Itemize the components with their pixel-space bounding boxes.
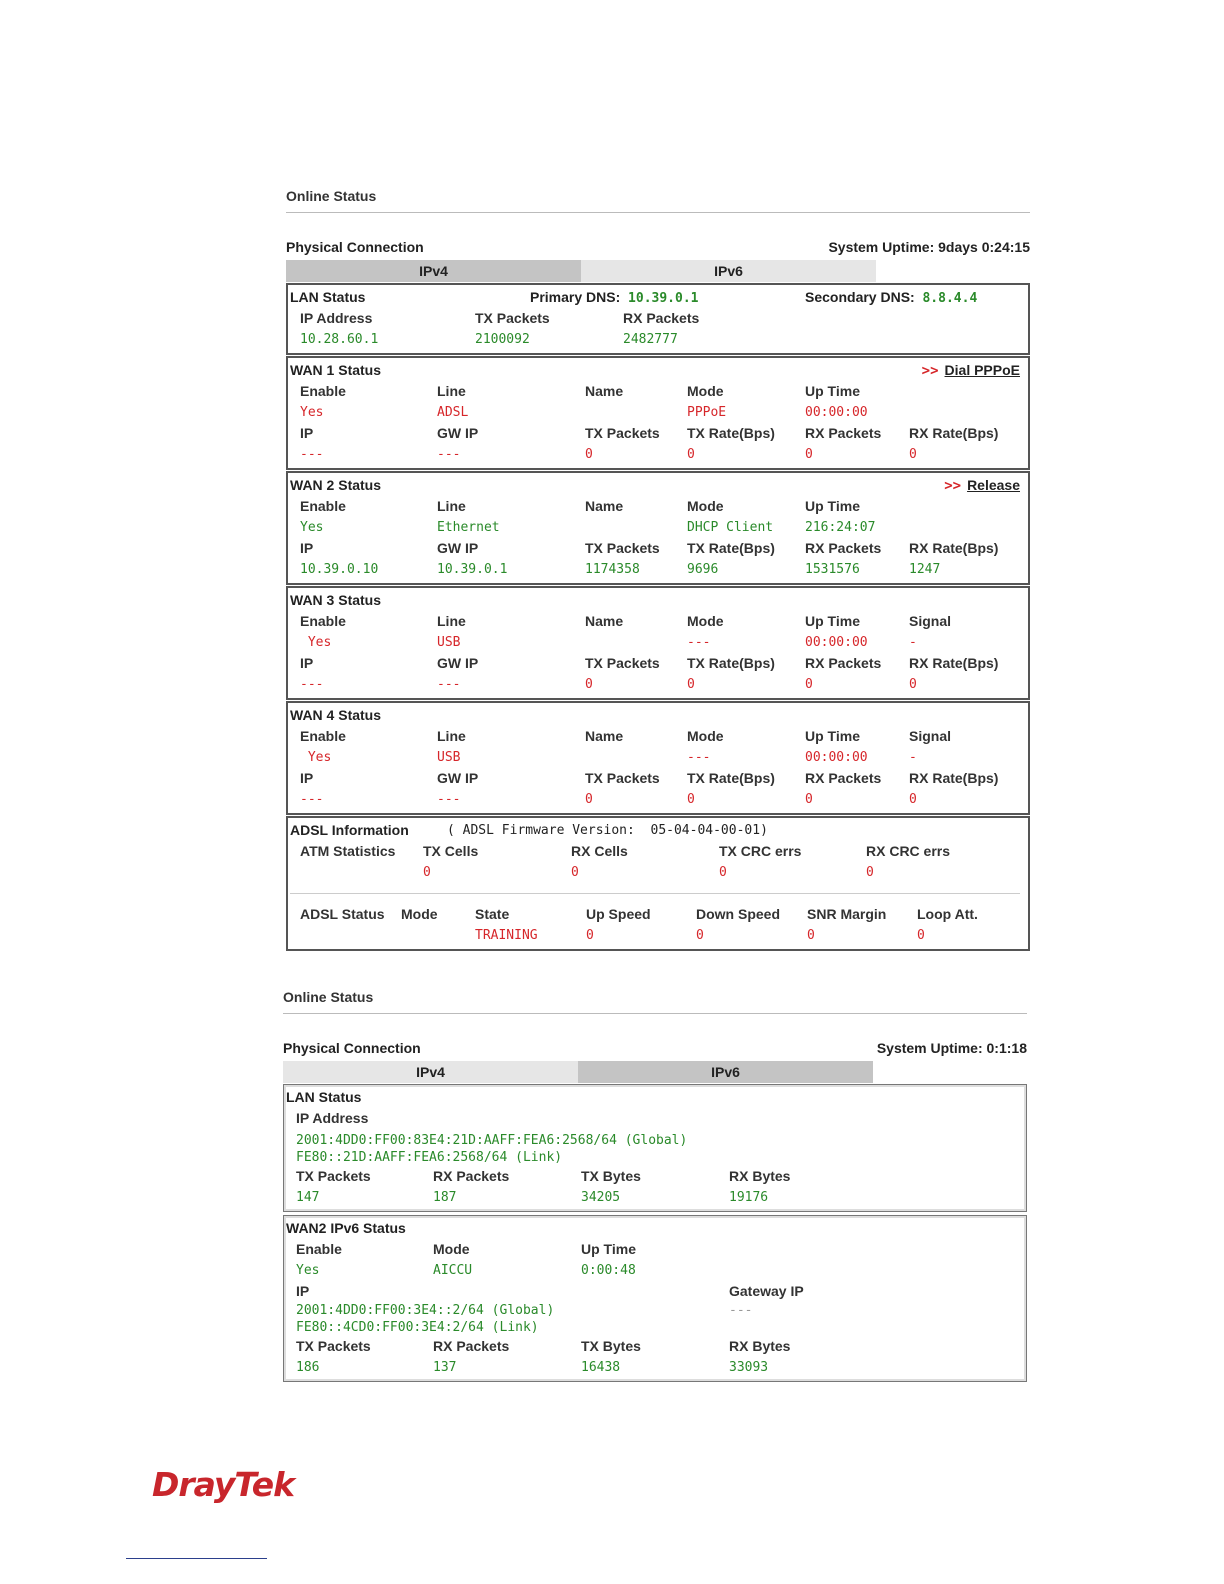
cell-value bbox=[909, 402, 1028, 423]
cell-value bbox=[300, 862, 423, 883]
ip-label: IP bbox=[296, 1283, 310, 1299]
col-header: Up Time bbox=[805, 613, 860, 629]
cell-value: 0 bbox=[687, 447, 695, 462]
lan-ip-link: FE80::21D:AAFF:FEA6:2568/64 (Link) bbox=[296, 1150, 563, 1165]
col-header: Mode bbox=[687, 498, 724, 514]
col-header: Name bbox=[585, 383, 624, 399]
wan2-ip-link: FE80::4CD0:FF00:3E4:2/64 (Link) bbox=[296, 1320, 539, 1335]
tab-ipv4[interactable]: IPv4 bbox=[286, 260, 581, 282]
col-header: RX Rate(Bps) bbox=[909, 655, 999, 671]
col-header: Up Time bbox=[581, 1241, 636, 1257]
cell-value: ADSL bbox=[437, 405, 469, 420]
col-header: Name bbox=[585, 728, 624, 744]
tab-ipv6[interactable]: IPv6 bbox=[578, 1061, 873, 1083]
cell-value bbox=[585, 517, 687, 538]
col-header: IP bbox=[300, 425, 314, 441]
physical-connection-label: Physical Connection bbox=[283, 1040, 421, 1056]
release-link[interactable]: Release bbox=[967, 477, 1020, 493]
ip-version-tabs bbox=[286, 260, 1030, 282]
cell-value: 0 bbox=[719, 865, 727, 880]
cell-value: Yes bbox=[300, 520, 324, 535]
adsl-information-box bbox=[286, 816, 1030, 951]
col-header: RX Packets bbox=[623, 310, 700, 326]
cell-value: 9696 bbox=[687, 562, 719, 577]
col-header: GW IP bbox=[437, 770, 479, 786]
wan4-status-title: WAN 4 Status bbox=[290, 707, 382, 723]
col-header: Up Time bbox=[805, 383, 860, 399]
col-header: Line bbox=[437, 498, 466, 514]
cell-value: 0 bbox=[909, 447, 917, 462]
arrow-icon: >> bbox=[921, 363, 939, 379]
col-header: RX Packets bbox=[805, 425, 882, 441]
col-header: RX Rate(Bps) bbox=[909, 425, 999, 441]
col-header: Down Speed bbox=[696, 906, 781, 922]
col-header: Enable bbox=[300, 498, 346, 514]
cell-value: --- bbox=[437, 447, 461, 462]
cell-value: 216:24:07 bbox=[805, 520, 876, 535]
cell-value: --- bbox=[687, 750, 711, 765]
col-header: RX Packets bbox=[433, 1338, 510, 1354]
lan-ipv6-status-box bbox=[283, 1084, 1027, 1212]
cell-value: Yes bbox=[300, 635, 332, 650]
footer-rule bbox=[126, 1558, 267, 1559]
cell-value: 0 bbox=[571, 865, 579, 880]
wan1-status-title: WAN 1 Status bbox=[290, 362, 382, 378]
cell-value: 0 bbox=[687, 677, 695, 692]
system-uptime: System Uptime: 9days 0:24:15 bbox=[828, 239, 1030, 255]
col-header: RX CRC errs bbox=[866, 843, 951, 859]
col-header bbox=[909, 381, 1028, 402]
primary-dns-value: 10.39.0.1 bbox=[628, 291, 699, 306]
cell-value: --- bbox=[437, 792, 461, 807]
col-header: Name bbox=[585, 498, 624, 514]
col-header: IP bbox=[300, 770, 314, 786]
gateway-ip-label: Gateway IP bbox=[729, 1283, 804, 1299]
cell-value: 1247 bbox=[909, 562, 941, 577]
cell-value: 0 bbox=[807, 928, 815, 943]
cell-value: 186 bbox=[296, 1360, 320, 1375]
col-header: TX Bytes bbox=[581, 1338, 641, 1354]
col-header: ATM Statistics bbox=[300, 843, 396, 859]
adsl-divider bbox=[290, 893, 1020, 894]
cell-value: Yes bbox=[300, 750, 332, 765]
col-header: RX Rate(Bps) bbox=[909, 770, 999, 786]
cell-value: 0 bbox=[423, 865, 431, 880]
col-header: Enable bbox=[296, 1241, 342, 1257]
col-header: TX Packets bbox=[296, 1338, 371, 1354]
cell-value: 0 bbox=[805, 792, 813, 807]
wan4-status-box bbox=[286, 701, 1030, 815]
col-header: Up Time bbox=[805, 728, 860, 744]
col-header: RX Packets bbox=[805, 540, 882, 556]
col-header: TX CRC errs bbox=[719, 843, 802, 859]
cell-value: USB bbox=[437, 750, 461, 765]
col-header: IP Address bbox=[300, 310, 373, 326]
cell-value: 33093 bbox=[729, 1360, 769, 1375]
cell-value bbox=[585, 747, 687, 768]
cell-value: 0 bbox=[696, 928, 704, 943]
cell-value: PPPoE bbox=[687, 405, 727, 420]
dial-pppoe-link[interactable]: Dial PPPoE bbox=[944, 362, 1020, 378]
ip-address-label: IP Address bbox=[296, 1110, 369, 1126]
cell-value: --- bbox=[300, 677, 324, 692]
cell-value: 0:00:48 bbox=[581, 1263, 636, 1278]
ip-version-tabs bbox=[283, 1061, 1027, 1083]
lan-ip-global: 2001:4DD0:FF00:83E4:21D:AAFF:FEA6:2568/64 (Global) bbox=[296, 1133, 688, 1148]
lan-status-title: LAN Status bbox=[290, 289, 366, 305]
col-header: Mode bbox=[687, 728, 724, 744]
draytek-logo: DrayTek bbox=[152, 1465, 295, 1504]
cell-value bbox=[401, 925, 475, 946]
cell-value: 34205 bbox=[581, 1190, 621, 1205]
col-header: TX Packets bbox=[585, 425, 660, 441]
col-header: Mode bbox=[433, 1241, 470, 1257]
adsl-information-title: ADSL Information bbox=[290, 822, 409, 838]
tab-ipv6[interactable]: IPv6 bbox=[581, 260, 876, 282]
cell-value: 10.39.0.10 bbox=[300, 562, 379, 577]
cell-value bbox=[300, 925, 401, 946]
col-header: RX Cells bbox=[571, 843, 628, 859]
col-header: SNR Margin bbox=[807, 906, 887, 922]
col-header: Name bbox=[585, 613, 624, 629]
col-header: Signal bbox=[909, 613, 952, 629]
arrow-icon: >> bbox=[944, 478, 962, 494]
col-header: TX Packets bbox=[475, 310, 550, 326]
col-header: TX Rate(Bps) bbox=[687, 770, 775, 786]
cell-value: 0 bbox=[917, 928, 925, 943]
cell-value bbox=[585, 402, 687, 423]
col-header: TX Rate(Bps) bbox=[687, 425, 775, 441]
primary-dns-label: Primary DNS: bbox=[530, 289, 621, 305]
cell-value: 0 bbox=[805, 677, 813, 692]
col-header: Mode bbox=[687, 383, 724, 399]
physical-connection-header bbox=[283, 1040, 1027, 1058]
system-uptime: System Uptime: 0:1:18 bbox=[876, 1040, 1027, 1056]
col-header: Loop Att. bbox=[917, 906, 978, 922]
cell-value: Ethernet bbox=[437, 520, 500, 535]
cell-value: 0 bbox=[586, 928, 594, 943]
cell-value: Yes bbox=[296, 1263, 320, 1278]
cell-value: --- bbox=[300, 792, 324, 807]
wan2-ip-global: 2001:4DD0:FF00:3E4::2/64 (Global) bbox=[296, 1303, 555, 1318]
col-header: Enable bbox=[300, 728, 346, 744]
adsl-firmware-version: ( ADSL Firmware Version: 05-04-04-00-01) bbox=[447, 823, 768, 838]
cell-value: USB bbox=[437, 635, 461, 650]
col-header: GW IP bbox=[437, 655, 479, 671]
col-header: Line bbox=[437, 728, 466, 744]
cell-value: 0 bbox=[805, 447, 813, 462]
col-header: IP bbox=[300, 540, 314, 556]
cell-value: - bbox=[909, 750, 917, 765]
cell-value bbox=[585, 632, 687, 653]
physical-connection-header bbox=[286, 239, 1030, 257]
col-header: TX Packets bbox=[585, 655, 660, 671]
col-header: RX Rate(Bps) bbox=[909, 540, 999, 556]
cell-value: DHCP Client bbox=[687, 520, 774, 535]
lan-status-box bbox=[286, 283, 1030, 355]
cell-value: 0 bbox=[909, 677, 917, 692]
cell-value: Yes bbox=[300, 405, 324, 420]
title-divider bbox=[286, 212, 1030, 213]
cell-value: 10.39.0.1 bbox=[437, 562, 508, 577]
lan-rx-packets-value: 2482777 bbox=[623, 332, 678, 347]
col-header: RX Packets bbox=[805, 770, 882, 786]
physical-connection-label: Physical Connection bbox=[286, 239, 424, 255]
col-header: IP bbox=[300, 655, 314, 671]
wan3-status-title: WAN 3 Status bbox=[290, 592, 382, 608]
cell-value: 16438 bbox=[581, 1360, 621, 1375]
cell-value: TRAINING bbox=[475, 928, 538, 943]
col-header: RX Packets bbox=[433, 1168, 510, 1184]
gateway-ip-value: --- bbox=[729, 1303, 753, 1318]
lan-status-title: LAN Status bbox=[286, 1089, 362, 1105]
cell-value: 00:00:00 bbox=[805, 405, 868, 420]
cell-value: 187 bbox=[433, 1190, 457, 1205]
lan-ip-value: 10.28.60.1 bbox=[300, 332, 379, 347]
cell-value: 147 bbox=[296, 1190, 320, 1205]
lan-tx-packets-value: 2100092 bbox=[475, 332, 530, 347]
cell-value: 1531576 bbox=[805, 562, 860, 577]
cell-value: 00:00:00 bbox=[805, 635, 868, 650]
col-header: GW IP bbox=[437, 540, 479, 556]
online-status-ipv6-panel bbox=[283, 989, 1027, 1382]
col-header: RX Bytes bbox=[729, 1338, 791, 1354]
page-title: Online Status bbox=[286, 188, 377, 204]
col-header: Enable bbox=[300, 383, 346, 399]
cell-value: 137 bbox=[433, 1360, 457, 1375]
col-header: Signal bbox=[909, 728, 952, 744]
col-header: Line bbox=[437, 613, 466, 629]
wan2-status-box bbox=[286, 471, 1030, 585]
col-header: Up Speed bbox=[586, 906, 651, 922]
cell-value: --- bbox=[687, 635, 711, 650]
cell-value: 0 bbox=[866, 865, 874, 880]
title-divider bbox=[283, 1013, 1027, 1014]
secondary-dns-value: 8.8.4.4 bbox=[922, 291, 978, 306]
wan2-ipv6-status-title: WAN2 IPv6 Status bbox=[286, 1220, 406, 1236]
col-header: Mode bbox=[401, 906, 438, 922]
col-header: State bbox=[475, 906, 510, 922]
col-header: RX Bytes bbox=[729, 1168, 791, 1184]
col-header: TX Rate(Bps) bbox=[687, 655, 775, 671]
cell-value: --- bbox=[300, 447, 324, 462]
cell-value: - bbox=[909, 635, 917, 650]
page-title: Online Status bbox=[283, 989, 374, 1005]
col-header: TX Cells bbox=[423, 843, 479, 859]
col-header: TX Packets bbox=[585, 540, 660, 556]
online-status-ipv4-panel bbox=[286, 188, 1030, 951]
wan3-status-box bbox=[286, 586, 1030, 700]
col-header: Up Time bbox=[805, 498, 860, 514]
col-header: Mode bbox=[687, 613, 724, 629]
cell-value: 19176 bbox=[729, 1190, 769, 1205]
col-header: TX Packets bbox=[296, 1168, 371, 1184]
wan2-status-title: WAN 2 Status bbox=[290, 477, 382, 493]
col-header bbox=[909, 496, 1028, 517]
col-header: TX Packets bbox=[585, 770, 660, 786]
col-header: Line bbox=[437, 383, 466, 399]
col-header: TX Bytes bbox=[581, 1168, 641, 1184]
cell-value: 0 bbox=[687, 792, 695, 807]
cell-value: AICCU bbox=[433, 1263, 473, 1278]
cell-value bbox=[909, 517, 1028, 538]
cell-value: --- bbox=[437, 677, 461, 692]
wan1-status-box bbox=[286, 356, 1030, 470]
cell-value: 0 bbox=[909, 792, 917, 807]
cell-value: 0 bbox=[585, 792, 593, 807]
col-header: Enable bbox=[300, 613, 346, 629]
wan2-ipv6-status-box bbox=[283, 1215, 1027, 1382]
col-header: GW IP bbox=[437, 425, 479, 441]
cell-value: 0 bbox=[585, 677, 593, 692]
col-header: ADSL Status bbox=[300, 906, 385, 922]
col-header: RX Packets bbox=[805, 655, 882, 671]
tab-ipv4[interactable]: IPv4 bbox=[283, 1061, 578, 1083]
cell-value: 1174358 bbox=[585, 562, 640, 577]
cell-value: 0 bbox=[585, 447, 593, 462]
col-header: TX Rate(Bps) bbox=[687, 540, 775, 556]
cell-value: 00:00:00 bbox=[805, 750, 868, 765]
secondary-dns-label: Secondary DNS: bbox=[805, 289, 915, 305]
